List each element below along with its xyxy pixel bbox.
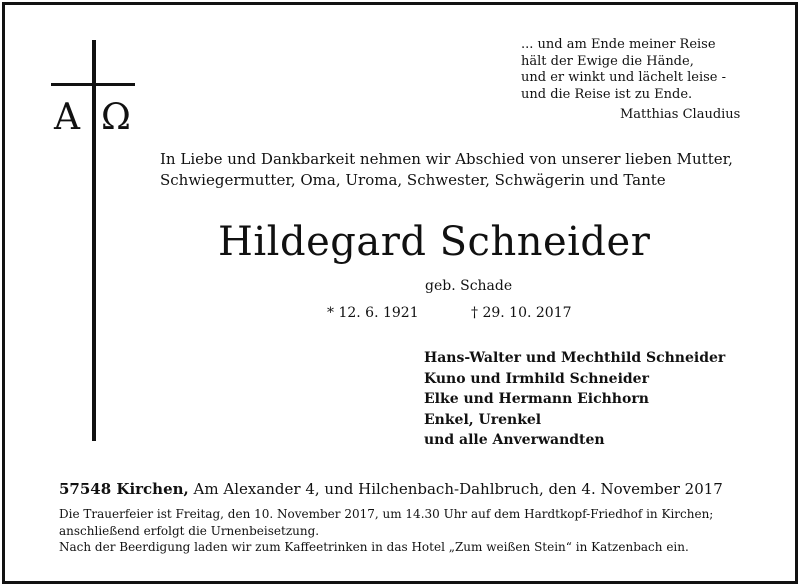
mourner-line: Enkel, Urenkel bbox=[424, 411, 542, 428]
poem bbox=[521, 37, 726, 103]
birth-date: * 12. 6. 1921 bbox=[327, 305, 419, 321]
death-date: † 29. 10. 2017 bbox=[471, 305, 572, 321]
poem-line: hält der Ewige die Hände, bbox=[521, 53, 694, 69]
poem-line: ... und am Ende meiner Reise bbox=[521, 37, 716, 52]
mourner-line: Elke und Hermann Eichhorn bbox=[424, 391, 649, 407]
deceased-name: Hildegard Schneider bbox=[218, 219, 651, 265]
mourner-line: Kuno und Irmhild Schneider bbox=[424, 370, 649, 387]
address-line bbox=[59, 480, 723, 498]
mourners-list bbox=[424, 348, 725, 451]
poem-line: und er winkt und lächelt leise - bbox=[521, 70, 726, 85]
intro-line: Schwiegermutter, Oma, Uroma, Schwester, Schwägerin und Tante bbox=[160, 171, 666, 189]
cross-horizontal-bar bbox=[51, 83, 135, 86]
poem-author: Matthias Claudius bbox=[620, 107, 741, 122]
mourner-line: Hans-Walter und Mechthild Schneider bbox=[424, 350, 726, 366]
omega-symbol: Ω bbox=[101, 97, 131, 138]
maiden-name: geb. Schade bbox=[425, 278, 513, 294]
notice-line: Nach der Beerdigung laden wir zum Kaffeetrinken in das Hotel „Zum weißen Stein“ in Katzenbach ein. bbox=[59, 540, 689, 554]
intro-line: In Liebe und Dankbarkeit nehmen wir Abschied von unserer lieben Mutter, bbox=[160, 150, 733, 168]
intro-text bbox=[160, 149, 733, 191]
funeral-notice bbox=[59, 506, 713, 556]
address-rest: Am Alexander 4, und Hilchenbach-Dahlbruch, den 4. November 2017 bbox=[188, 480, 723, 498]
address-zip-city: 57548 Kirchen, bbox=[59, 480, 189, 498]
notice-line: anschließend erfolgt die Urnenbeisetzung. bbox=[59, 523, 320, 538]
mourner-line: und alle Anverwandten bbox=[424, 432, 605, 448]
alpha-symbol: A bbox=[54, 97, 80, 138]
notice-line: Die Trauerfeier ist Freitag, den 10. November 2017, um 14.30 Uhr auf dem Hardtkopf-Friedhof in Kirchen; bbox=[59, 507, 714, 521]
poem-line: und die Reise ist zu Ende. bbox=[521, 86, 693, 102]
cross-vertical-bar bbox=[92, 40, 96, 441]
